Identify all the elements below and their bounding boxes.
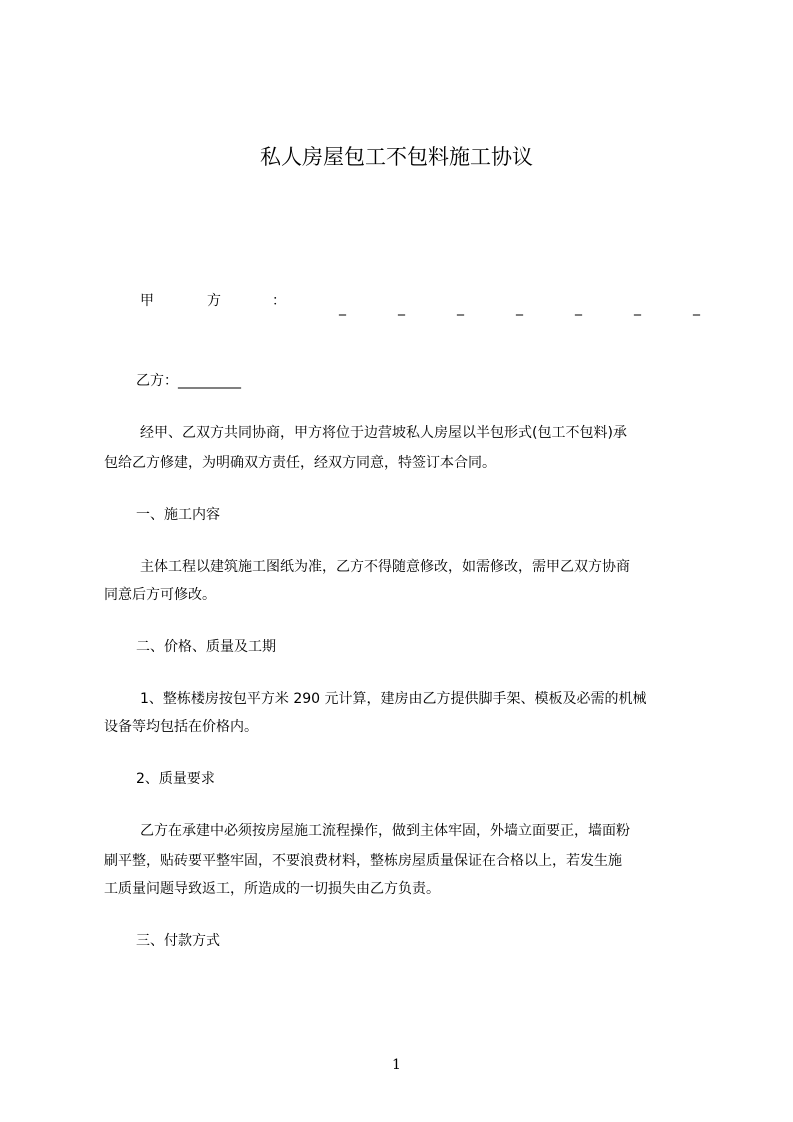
party-a-blank: _	[575, 300, 582, 316]
section1-line-1: 主体工程以建筑施工图纸为准，乙方不得随意修改，如需修改，需甲乙双方协商	[140, 559, 630, 575]
party-b-blank: _________	[178, 373, 241, 389]
party-b-line	[136, 373, 241, 389]
party-a-blank: _	[398, 300, 405, 316]
party-b-label: 乙方：	[136, 373, 178, 389]
party-a-blank: _	[339, 300, 346, 316]
section-heading-1: 一、施工内容	[136, 507, 220, 523]
party-a-label-char2: 方	[207, 293, 221, 309]
party-a-label-char1: 甲	[140, 293, 154, 309]
section-heading-2: 二、价格、质量及工期	[136, 639, 276, 655]
document-title: 私人房屋包工不包料施工协议	[260, 145, 533, 169]
intro-line-1: 经甲、乙双方共同协商，甲方将位于边营坡私人房屋以半包形式(包工不包料)承	[140, 425, 627, 441]
party-a-blank: _	[457, 300, 464, 316]
section2-item2-line-3: 工质量问题导致返工，所造成的一切损失由乙方负责。	[104, 881, 440, 897]
party-a-colon: ：	[272, 293, 286, 309]
section-heading-3: 三、付款方式	[136, 933, 220, 949]
section2-item1-line-1: 1、整栋楼房按包平方米 290 元计算，建房由乙方提供脚手架、模板及必需的机械	[140, 691, 647, 707]
section2-item2-line-1: 乙方在承建中必须按房屋施工流程操作，做到主体牢固，外墙立面要正，墙面粉	[140, 823, 630, 839]
section2-item2-heading: 2、质量要求	[136, 771, 215, 787]
section2-item1-line-2: 设备等均包括在价格内。	[104, 719, 258, 735]
section2-item2-line-2: 刷平整，贴砖要平整牢固，不要浪费材料，整栋房屋质量保证在合格以上，若发生施	[104, 853, 622, 869]
intro-line-2: 包给乙方修建，为明确双方责任，经双方同意，特签订本合同。	[104, 455, 496, 471]
party-a-blank: _	[634, 300, 641, 316]
page-number: 1	[392, 1057, 401, 1073]
party-a-blank: _	[693, 300, 700, 316]
section1-line-2: 同意后方可修改。	[104, 587, 216, 603]
party-a-blank: _	[516, 300, 523, 316]
